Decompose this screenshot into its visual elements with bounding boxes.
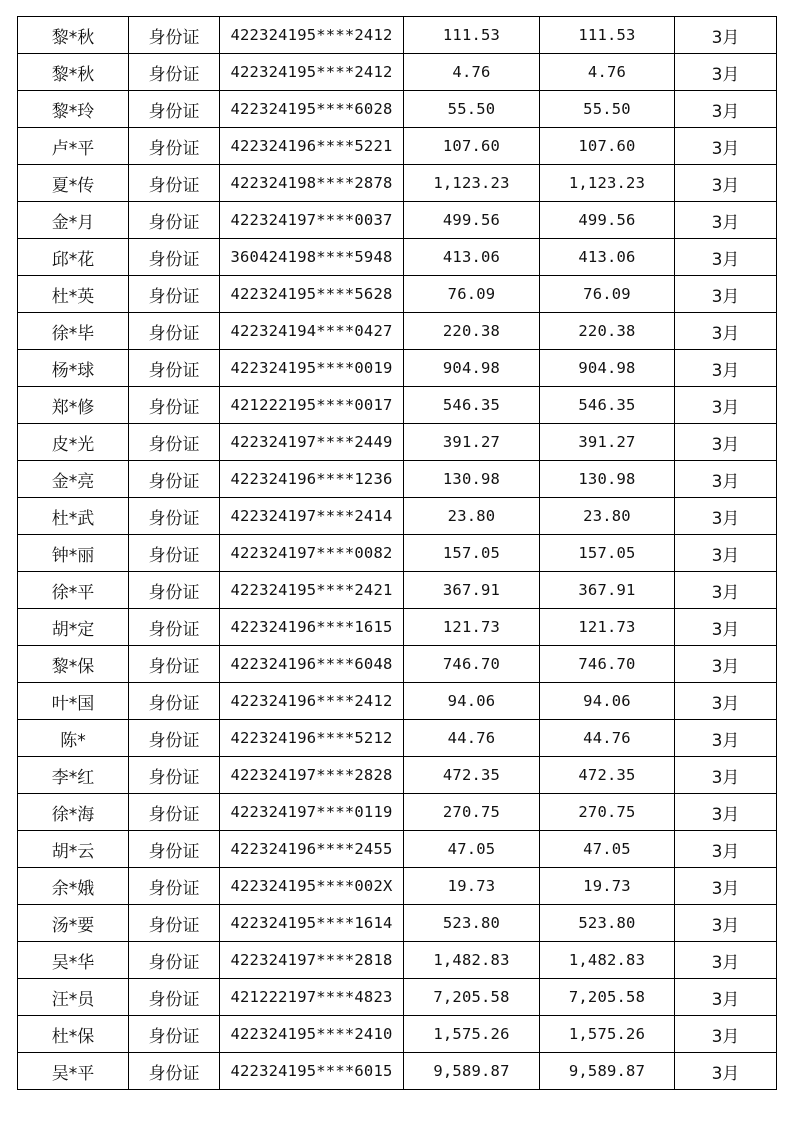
month-cell: 3月 <box>675 165 777 202</box>
table-row <box>18 720 777 757</box>
id-type-cell: 身份证 <box>129 165 220 202</box>
id-type-cell: 身份证 <box>129 572 220 609</box>
amount-paid-cell: 55.50 <box>540 91 675 128</box>
id-number-cell: 422324195****002X <box>220 868 404 905</box>
name-cell: 徐*平 <box>18 572 129 609</box>
table-row <box>18 1053 777 1090</box>
id-type-cell: 身份证 <box>129 794 220 831</box>
amount-cell: 746.70 <box>404 646 540 683</box>
amount-paid-cell: 4.76 <box>540 54 675 91</box>
id-type-cell: 身份证 <box>129 646 220 683</box>
id-type-cell: 身份证 <box>129 387 220 424</box>
table-row <box>18 683 777 720</box>
id-number-cell: 422324196****1236 <box>220 461 404 498</box>
id-number-cell: 422324196****6048 <box>220 646 404 683</box>
id-type-cell: 身份证 <box>129 720 220 757</box>
name-cell: 杜*英 <box>18 276 129 313</box>
month-cell: 3月 <box>675 239 777 276</box>
month-cell: 3月 <box>675 683 777 720</box>
amount-paid-cell: 19.73 <box>540 868 675 905</box>
amount-paid-cell: 1,123.23 <box>540 165 675 202</box>
amount-cell: 904.98 <box>404 350 540 387</box>
amount-paid-cell: 44.76 <box>540 720 675 757</box>
id-type-cell: 身份证 <box>129 1016 220 1053</box>
name-cell: 汪*员 <box>18 979 129 1016</box>
amount-paid-cell: 220.38 <box>540 313 675 350</box>
id-number-cell: 422324196****2412 <box>220 683 404 720</box>
name-cell: 陈* <box>18 720 129 757</box>
id-number-cell: 422324197****0037 <box>220 202 404 239</box>
name-cell: 李*红 <box>18 757 129 794</box>
id-number-cell: 422324197****2449 <box>220 424 404 461</box>
id-type-cell: 身份证 <box>129 979 220 1016</box>
name-cell: 杨*球 <box>18 350 129 387</box>
month-cell: 3月 <box>675 905 777 942</box>
amount-cell: 76.09 <box>404 276 540 313</box>
table-row <box>18 128 777 165</box>
amount-paid-cell: 9,589.87 <box>540 1053 675 1090</box>
amount-cell: 472.35 <box>404 757 540 794</box>
id-number-cell: 422324195****0019 <box>220 350 404 387</box>
amount-cell: 391.27 <box>404 424 540 461</box>
amount-cell: 7,205.58 <box>404 979 540 1016</box>
amount-paid-cell: 23.80 <box>540 498 675 535</box>
name-cell: 金*月 <box>18 202 129 239</box>
amount-paid-cell: 472.35 <box>540 757 675 794</box>
table-row <box>18 646 777 683</box>
id-type-cell: 身份证 <box>129 609 220 646</box>
month-cell: 3月 <box>675 535 777 572</box>
month-cell: 3月 <box>675 757 777 794</box>
id-number-cell: 422324195****5628 <box>220 276 404 313</box>
name-cell: 杜*保 <box>18 1016 129 1053</box>
id-number-cell: 422324195****6028 <box>220 91 404 128</box>
month-cell: 3月 <box>675 424 777 461</box>
amount-cell: 107.60 <box>404 128 540 165</box>
id-type-cell: 身份证 <box>129 535 220 572</box>
table-row <box>18 831 777 868</box>
month-cell: 3月 <box>675 313 777 350</box>
table-row <box>18 498 777 535</box>
id-number-cell: 422324194****0427 <box>220 313 404 350</box>
table-row <box>18 942 777 979</box>
id-type-cell: 身份证 <box>129 905 220 942</box>
name-cell: 邱*花 <box>18 239 129 276</box>
name-cell: 徐*毕 <box>18 313 129 350</box>
id-number-cell: 422324197****0119 <box>220 794 404 831</box>
id-type-cell: 身份证 <box>129 91 220 128</box>
table-row <box>18 535 777 572</box>
id-number-cell: 421222197****4823 <box>220 979 404 1016</box>
amount-paid-cell: 107.60 <box>540 128 675 165</box>
id-number-cell: 422324197****0082 <box>220 535 404 572</box>
id-type-cell: 身份证 <box>129 942 220 979</box>
name-cell: 杜*武 <box>18 498 129 535</box>
table-row <box>18 868 777 905</box>
id-type-cell: 身份证 <box>129 461 220 498</box>
table-row <box>18 387 777 424</box>
month-cell: 3月 <box>675 461 777 498</box>
month-cell: 3月 <box>675 572 777 609</box>
name-cell: 皮*光 <box>18 424 129 461</box>
amount-paid-cell: 391.27 <box>540 424 675 461</box>
id-number-cell: 421222195****0017 <box>220 387 404 424</box>
table-row <box>18 313 777 350</box>
name-cell: 黎*玲 <box>18 91 129 128</box>
amount-paid-cell: 1,482.83 <box>540 942 675 979</box>
id-number-cell: 422324196****1615 <box>220 609 404 646</box>
month-cell: 3月 <box>675 720 777 757</box>
name-cell: 胡*云 <box>18 831 129 868</box>
id-type-cell: 身份证 <box>129 202 220 239</box>
name-cell: 卢*平 <box>18 128 129 165</box>
amount-paid-cell: 47.05 <box>540 831 675 868</box>
id-type-cell: 身份证 <box>129 424 220 461</box>
name-cell: 黎*保 <box>18 646 129 683</box>
amount-cell: 413.06 <box>404 239 540 276</box>
amount-cell: 523.80 <box>404 905 540 942</box>
amount-paid-cell: 121.73 <box>540 609 675 646</box>
amount-paid-cell: 76.09 <box>540 276 675 313</box>
table-row <box>18 239 777 276</box>
amount-paid-cell: 523.80 <box>540 905 675 942</box>
name-cell: 吴*平 <box>18 1053 129 1090</box>
id-type-cell: 身份证 <box>129 350 220 387</box>
amount-paid-cell: 157.05 <box>540 535 675 572</box>
id-type-cell: 身份证 <box>129 683 220 720</box>
month-cell: 3月 <box>675 276 777 313</box>
id-type-cell: 身份证 <box>129 128 220 165</box>
amount-cell: 367.91 <box>404 572 540 609</box>
name-cell: 郑*修 <box>18 387 129 424</box>
table-row <box>18 1016 777 1053</box>
id-type-cell: 身份证 <box>129 54 220 91</box>
id-number-cell: 422324197****2818 <box>220 942 404 979</box>
amount-cell: 1,123.23 <box>404 165 540 202</box>
table-row <box>18 165 777 202</box>
name-cell: 黎*秋 <box>18 54 129 91</box>
id-type-cell: 身份证 <box>129 757 220 794</box>
id-number-cell: 422324196****2455 <box>220 831 404 868</box>
id-type-cell: 身份证 <box>129 868 220 905</box>
amount-cell: 55.50 <box>404 91 540 128</box>
id-type-cell: 身份证 <box>129 276 220 313</box>
amount-cell: 94.06 <box>404 683 540 720</box>
month-cell: 3月 <box>675 128 777 165</box>
amount-cell: 19.73 <box>404 868 540 905</box>
table-row <box>18 757 777 794</box>
amount-cell: 44.76 <box>404 720 540 757</box>
name-cell: 吴*华 <box>18 942 129 979</box>
amount-cell: 130.98 <box>404 461 540 498</box>
amount-cell: 220.38 <box>404 313 540 350</box>
table-row <box>18 54 777 91</box>
month-cell: 3月 <box>675 979 777 1016</box>
month-cell: 3月 <box>675 831 777 868</box>
month-cell: 3月 <box>675 1053 777 1090</box>
amount-paid-cell: 904.98 <box>540 350 675 387</box>
amount-paid-cell: 1,575.26 <box>540 1016 675 1053</box>
name-cell: 余*娥 <box>18 868 129 905</box>
amount-paid-cell: 7,205.58 <box>540 979 675 1016</box>
id-number-cell: 422324195****2412 <box>220 54 404 91</box>
month-cell: 3月 <box>675 17 777 54</box>
amount-cell: 546.35 <box>404 387 540 424</box>
id-number-cell: 422324197****2414 <box>220 498 404 535</box>
amount-cell: 1,482.83 <box>404 942 540 979</box>
amount-cell: 499.56 <box>404 202 540 239</box>
table-row <box>18 609 777 646</box>
amount-paid-cell: 367.91 <box>540 572 675 609</box>
name-cell: 叶*国 <box>18 683 129 720</box>
table-row <box>18 350 777 387</box>
table-row <box>18 91 777 128</box>
id-number-cell: 422324195****2410 <box>220 1016 404 1053</box>
table-row <box>18 424 777 461</box>
amount-cell: 1,575.26 <box>404 1016 540 1053</box>
month-cell: 3月 <box>675 387 777 424</box>
payment-table <box>17 16 777 1090</box>
amount-cell: 270.75 <box>404 794 540 831</box>
table-row <box>18 202 777 239</box>
amount-paid-cell: 270.75 <box>540 794 675 831</box>
table-row <box>18 17 777 54</box>
amount-paid-cell: 413.06 <box>540 239 675 276</box>
id-type-cell: 身份证 <box>129 313 220 350</box>
amount-paid-cell: 94.06 <box>540 683 675 720</box>
id-number-cell: 422324196****5212 <box>220 720 404 757</box>
id-number-cell: 422324196****5221 <box>220 128 404 165</box>
month-cell: 3月 <box>675 609 777 646</box>
id-type-cell: 身份证 <box>129 239 220 276</box>
name-cell: 夏*传 <box>18 165 129 202</box>
month-cell: 3月 <box>675 646 777 683</box>
month-cell: 3月 <box>675 868 777 905</box>
table-body <box>18 17 777 1090</box>
amount-cell: 121.73 <box>404 609 540 646</box>
table-row <box>18 572 777 609</box>
month-cell: 3月 <box>675 54 777 91</box>
amount-cell: 23.80 <box>404 498 540 535</box>
id-number-cell: 422324195****2412 <box>220 17 404 54</box>
name-cell: 徐*海 <box>18 794 129 831</box>
id-number-cell: 360424198****5948 <box>220 239 404 276</box>
amount-cell: 157.05 <box>404 535 540 572</box>
id-type-cell: 身份证 <box>129 1053 220 1090</box>
id-number-cell: 422324195****2421 <box>220 572 404 609</box>
id-number-cell: 422324195****6015 <box>220 1053 404 1090</box>
amount-paid-cell: 111.53 <box>540 17 675 54</box>
amount-cell: 4.76 <box>404 54 540 91</box>
month-cell: 3月 <box>675 498 777 535</box>
table-row <box>18 461 777 498</box>
name-cell: 钟*丽 <box>18 535 129 572</box>
name-cell: 黎*秋 <box>18 17 129 54</box>
amount-cell: 9,589.87 <box>404 1053 540 1090</box>
id-number-cell: 422324198****2878 <box>220 165 404 202</box>
table-row <box>18 794 777 831</box>
amount-paid-cell: 546.35 <box>540 387 675 424</box>
name-cell: 胡*定 <box>18 609 129 646</box>
name-cell: 金*亮 <box>18 461 129 498</box>
amount-cell: 111.53 <box>404 17 540 54</box>
id-type-cell: 身份证 <box>129 17 220 54</box>
table-row <box>18 979 777 1016</box>
table-row <box>18 276 777 313</box>
month-cell: 3月 <box>675 91 777 128</box>
id-number-cell: 422324195****1614 <box>220 905 404 942</box>
month-cell: 3月 <box>675 202 777 239</box>
month-cell: 3月 <box>675 1016 777 1053</box>
amount-paid-cell: 499.56 <box>540 202 675 239</box>
name-cell: 汤*要 <box>18 905 129 942</box>
id-type-cell: 身份证 <box>129 498 220 535</box>
id-number-cell: 422324197****2828 <box>220 757 404 794</box>
amount-paid-cell: 130.98 <box>540 461 675 498</box>
table-row <box>18 905 777 942</box>
amount-cell: 47.05 <box>404 831 540 868</box>
amount-paid-cell: 746.70 <box>540 646 675 683</box>
id-type-cell: 身份证 <box>129 831 220 868</box>
month-cell: 3月 <box>675 350 777 387</box>
month-cell: 3月 <box>675 942 777 979</box>
month-cell: 3月 <box>675 794 777 831</box>
